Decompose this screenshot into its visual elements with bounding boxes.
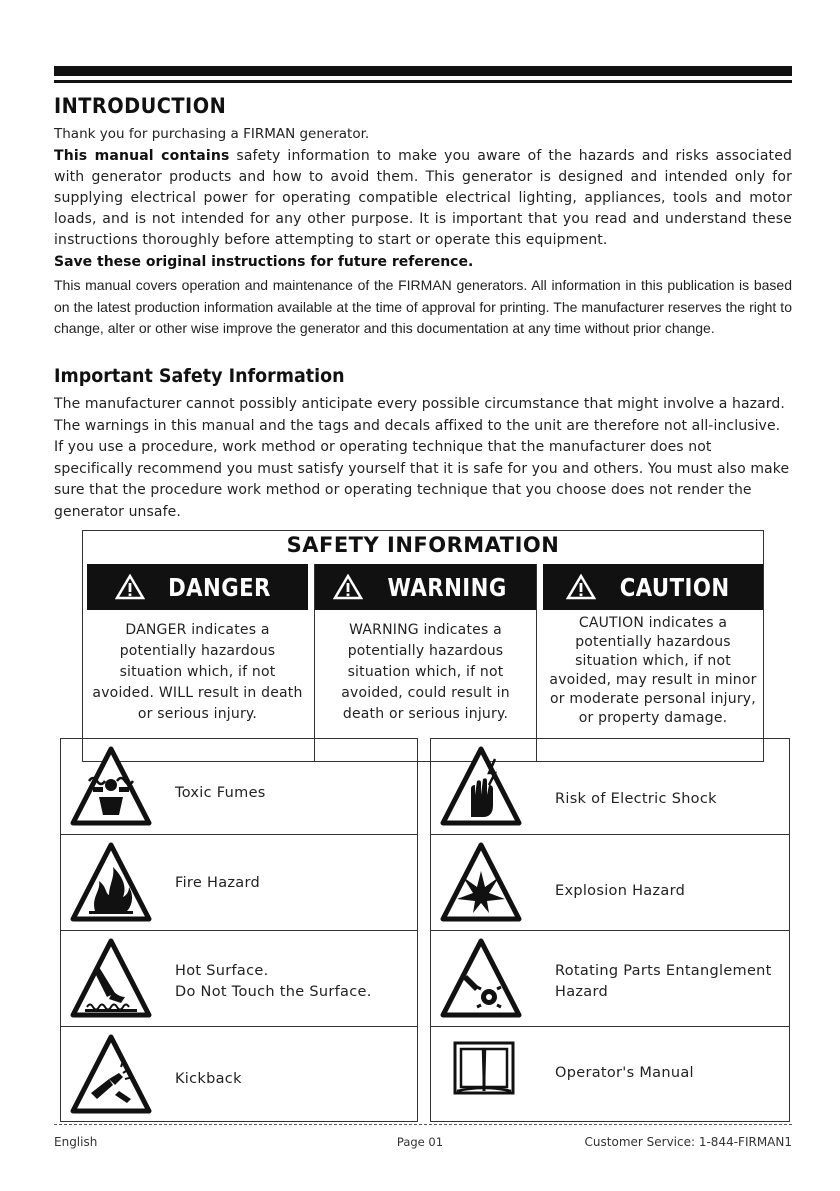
safety-paragraph: The manufacturer cannot possibly anticipate every possible circumstance that might involve a hazard. The warnings in this manual and the tags and decals affixed to the unit are therefore not all-inclusive. If you use a procedure, work method or operating technique that the manufacturer does not specifically recommend you must satisfy yourself that it is safe for you and others. You must also make sure that the procedure work method or operating technique that you choose does not render the generator unsafe. xyxy=(54,396,790,520)
hazard-label: Toxic Fumes xyxy=(175,785,266,801)
hazard-label: Fire Hazard xyxy=(175,875,260,891)
footer-divider xyxy=(54,1124,792,1125)
footer-page-number: Page 01 xyxy=(396,1135,444,1149)
hazard-row xyxy=(61,835,417,931)
manual-paragraph xyxy=(54,146,792,251)
hazard-row xyxy=(431,1027,789,1123)
manual-paragraph-text: safety information to make you aware of the hazards and risks associated with generator products and how to avoid them. This generator is designed and intended only for supplying electrical power for operating compatible electrical lighting, appliances, tools and motor loads, and is not intended for any other purpose. It is important that you read and understand these instructions thoroughly before attempting to start or operate this equipment. xyxy=(54,148,792,248)
operators-manual-icon xyxy=(439,1033,523,1117)
top-rule-thin xyxy=(54,80,792,83)
safety-box-title: SAFETY INFORMATION xyxy=(286,533,560,557)
hazard-table-left xyxy=(60,738,418,1122)
danger-header xyxy=(87,564,308,610)
danger-column xyxy=(87,564,308,761)
danger-text: DANGER indicates a potentially hazardous situation which, if not avoided. WILL result in death or serious injury. xyxy=(92,622,303,722)
hazard-row xyxy=(431,739,789,835)
section-heading: Important Safety Information xyxy=(54,365,345,387)
warning-column xyxy=(314,564,537,761)
hazard-label: Explosion Hazard xyxy=(555,883,686,899)
hazard-table-right xyxy=(430,738,790,1122)
warning-triangle-icon xyxy=(333,574,363,600)
warning-text: WARNING indicates a potentially hazardous situation which, if not avoided, could result in death or serious injury. xyxy=(341,622,510,722)
manual-bold-lead: This manual contains xyxy=(54,148,230,164)
danger-signal-word: DANGER xyxy=(168,572,271,602)
warning-triangle-icon xyxy=(566,574,596,600)
hazard-row xyxy=(431,931,789,1027)
hazard-row xyxy=(61,1027,417,1123)
save-instructions: Save these original instructions for future reference. xyxy=(54,254,474,270)
top-rule-thick xyxy=(54,66,792,76)
thanks-line: Thank you for purchasing a FIRMAN generator. xyxy=(54,126,370,142)
toxic-fumes-icon xyxy=(69,745,153,829)
rotating-parts-icon xyxy=(439,937,523,1021)
footer-customer-service: Customer Service: 1-844-FIRMAN1 xyxy=(584,1135,792,1149)
hazard-label: Kickback xyxy=(175,1071,242,1087)
hazard-label: Operator's Manual xyxy=(555,1065,694,1081)
warning-triangle-icon xyxy=(115,574,145,600)
page-title: INTRODUCTION xyxy=(54,94,227,118)
hot-surface-icon xyxy=(69,937,153,1021)
covers-paragraph: This manual covers operation and maintenance of the FIRMAN generators. All information in this publication is based on the latest production information available at the time of approval for printing. The manufacturer reserves the right to change, alter or other wise improve the generator and this documentation at any time without prior change. xyxy=(54,277,792,336)
hazard-label: Rotating Parts Entanglement Hazard xyxy=(555,963,772,1000)
caution-text: CAUTION indicates a potentially hazardous situation which, if not avoided, may result in minor or moderate personal injury, or property damage. xyxy=(549,615,757,726)
kickback-icon xyxy=(69,1033,153,1117)
safety-information-box xyxy=(82,530,764,762)
hazard-row xyxy=(431,835,789,931)
warning-header xyxy=(315,564,536,610)
hazard-row xyxy=(61,739,417,835)
hazard-label: Hot Surface. Do Not Touch the Surface. xyxy=(175,963,372,1000)
caution-header xyxy=(543,564,763,610)
fire-hazard-icon xyxy=(69,841,153,925)
electric-shock-icon xyxy=(439,745,523,829)
footer-language: English xyxy=(54,1135,98,1149)
caution-column xyxy=(543,564,763,761)
hazard-label: Risk of Electric Shock xyxy=(555,791,717,807)
caution-signal-word: CAUTION xyxy=(620,572,730,602)
warning-signal-word: WARNING xyxy=(387,572,508,602)
hazard-row xyxy=(61,931,417,1027)
explosion-hazard-icon xyxy=(439,841,523,925)
